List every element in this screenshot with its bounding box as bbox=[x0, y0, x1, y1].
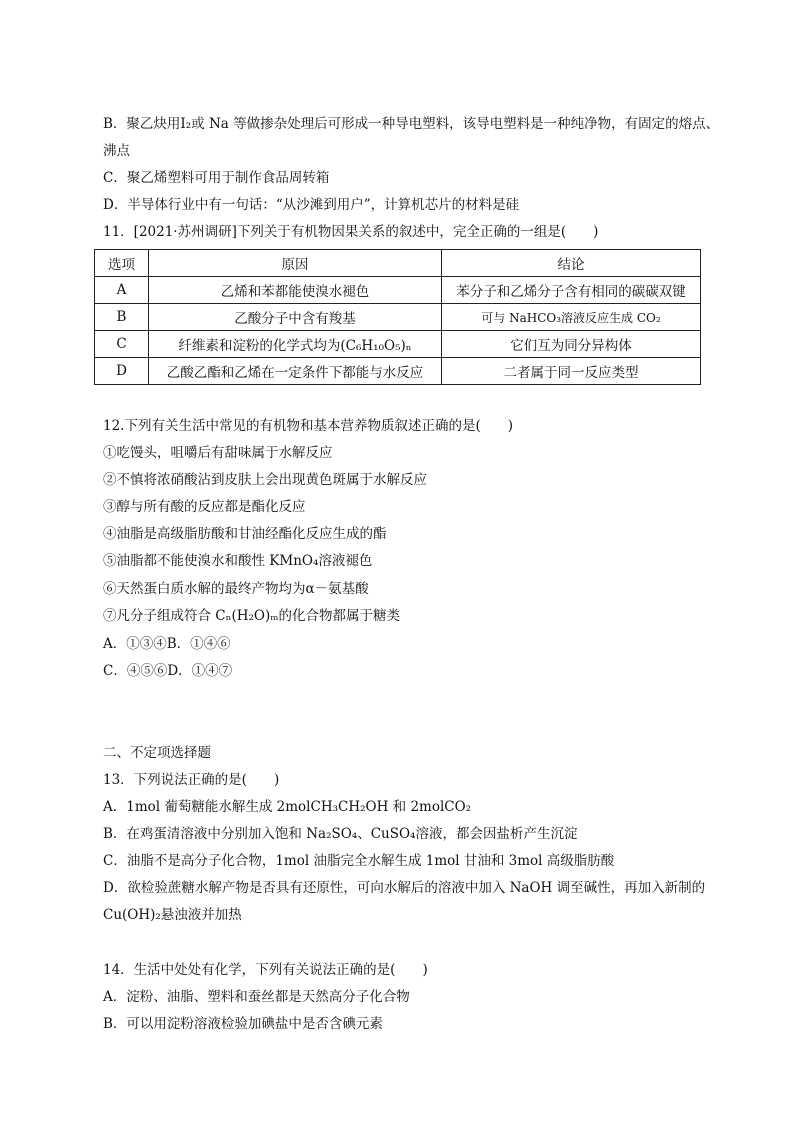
q14-option-b: B．可以用淀粉溶液检验加碘盐中是否含碘元素 bbox=[103, 1016, 383, 1032]
q13-option-a: A．1mol 葡萄糖能水解生成 2molCH₃CH₂OH 和 2molCO₂ bbox=[103, 799, 472, 815]
q10-option-b-line2: 沸点 bbox=[103, 143, 130, 159]
q10-option-c: C．聚乙烯塑料可用于制作食品周转箱 bbox=[103, 170, 330, 186]
q10-option-b-line1: B．聚乙炔用I₂或 Na 等做掺杂处理后可形成一种导电塑料，该导电塑料是一种纯净物，有固定的熔点、 bbox=[103, 116, 720, 132]
q11-table bbox=[94, 249, 701, 385]
q14-option-a: A．淀粉、油脂、塑料和蚕丝都是天然高分子化合物 bbox=[103, 989, 410, 1005]
row-reason: 纤维素和淀粉的化学式均为(C₆H₁₀O₅)ₙ bbox=[149, 331, 442, 358]
q13-option-d-line2: Cu(OH)₂悬浊液并加热 bbox=[103, 907, 242, 923]
table-header-row bbox=[95, 250, 701, 277]
row-reason: 乙烯和苯都能使溴水褪色 bbox=[149, 277, 442, 304]
table-row bbox=[95, 358, 701, 385]
q12-item: ①吃馒头，咀嚼后有甜味属于水解反应 bbox=[103, 445, 333, 461]
q12-item: ②不慎将浓硝酸沾到皮肤上会出现黄色斑属于水解反应 bbox=[103, 472, 427, 488]
header-option: 选项 bbox=[95, 250, 149, 277]
row-conclusion: 它们互为同分异构体 bbox=[442, 331, 701, 358]
row-option: B bbox=[95, 304, 149, 331]
q13-option-d-line1: D．欲检验蔗糖水解产物是否具有还原性，可向水解后的溶液中加入 NaOH 调至碱性，再加入新制的 bbox=[103, 880, 706, 896]
section-title: 二、不定项选择题 bbox=[103, 745, 211, 761]
header-conclusion: 结论 bbox=[442, 250, 701, 277]
q12-item: ③醇与所有酸的反应都是酯化反应 bbox=[103, 499, 306, 515]
q13-stem: 13．下列说法正确的是( ) bbox=[103, 772, 280, 788]
q12-item: ⑤油脂都不能使溴水和酸性 KMnO₄溶液褪色 bbox=[103, 553, 373, 569]
row-conclusion: 二者属于同一反应类型 bbox=[442, 358, 701, 385]
row-reason: 乙酸分子中含有羧基 bbox=[149, 304, 442, 331]
table-row bbox=[95, 277, 701, 304]
row-reason: 乙酸乙酯和乙烯在一定条件下都能与水反应 bbox=[149, 358, 442, 385]
q12-item: ⑦凡分子组成符合 Cₙ(H₂O)ₘ的化合物都属于糖类 bbox=[103, 608, 401, 624]
q12-options-cd: C．④⑤⑥D．①④⑦ bbox=[103, 663, 233, 679]
q13-option-b: B．在鸡蛋清溶液中分别加入饱和 Na₂SO₄、CuSO₄溶液，都会因盐析产生沉淀 bbox=[103, 826, 578, 842]
q12-item: ④油脂是高级脂肪酸和甘油经酯化反应生成的酯 bbox=[103, 526, 387, 542]
row-option: C bbox=[95, 331, 149, 358]
q10-option-d: D．半导体行业中有一句话：“从沙滩到用户”，计算机芯片的材料是硅 bbox=[103, 197, 520, 213]
row-option: D bbox=[95, 358, 149, 385]
row-option: A bbox=[95, 277, 149, 304]
q12-options-ab: A．①③④B．①④⑥ bbox=[103, 636, 231, 652]
q13-option-c: C．油脂不是高分子化合物，1mol 油脂完全水解生成 1mol 甘油和 3mol 高级脂肪酸 bbox=[103, 853, 615, 869]
row-conclusion: 可与 NaHCO₃溶液反应生成 CO₂ bbox=[442, 304, 701, 331]
q11-stem: 11．[2021·苏州调研]下列关于有机物因果关系的叙述中，完全正确的一组是( ) bbox=[103, 224, 599, 240]
row-conclusion: 苯分子和乙烯分子含有相同的碳碳双键 bbox=[442, 277, 701, 304]
header-reason: 原因 bbox=[149, 250, 442, 277]
q12-item: ⑥天然蛋白质水解的最终产物均为α－氨基酸 bbox=[103, 581, 369, 597]
table-row bbox=[95, 331, 701, 358]
q14-stem: 14．生活中处处有化学，下列有关说法正确的是( ) bbox=[103, 962, 428, 978]
table-row bbox=[95, 304, 701, 331]
q12-stem: 12.下列有关生活中常见的有机物和基本营养物质叙述正确的是( ) bbox=[103, 418, 514, 434]
